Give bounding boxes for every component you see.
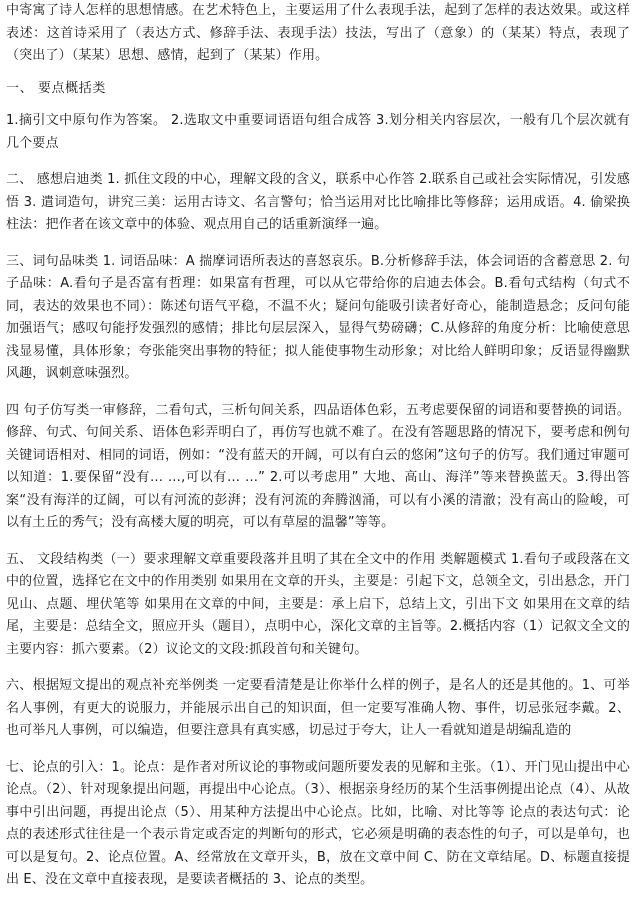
section4-paragraph: 四 句子仿写类一审修辞，二看句式，三析句间关系，四品语体色彩，五考虑要保留的词语和要替换的词语。修辞、句式、句间关系、语体色彩弄明白了，再仿写也就不难了。在没有答题思路的情况下，要考虑和例句关键词语相对、相同的词语，例如：“没有蓝天的开阔，可以有白云的悠闲”这句子的仿写。我们通过审题可以知道：1.要保留“没有… …,可以有… …” 2.可以考虑用” 大地、高山、海洋”等来替换蓝天。3.得出答案“没有海洋的辽阔，可以有河流的彭湃；没有河流的奔腾汹涌，可以有小溪的清澈；没有高山的险峻，可以有土丘的秀气；没有高楼大厦的明亮，可以有草屋的温馨”等等。	[6, 402, 630, 530]
section2-paragraph: 二、 感想启迪类 1. 抓住文段的中心，理解文段的含义，联系中心作答 2.联系自己或社会实际情况，引发感悟 3. 遣词造句，讲究三美：运用古诗文、名言警句；恰当运用对比比喻排比等修辞；运用成语。4. 偷梁换柱法：把作者在该文章中的体验、观点用自己的话重新演绎一遍。	[6, 172, 630, 232]
section7-paragraph: 七、论点的引入：1。论点：是作者对所议论的事物或问题所要发表的见解和主张。（1）、开门见山提出中心论点。（2）、针对现象提出问题，再提出中心论点。（3）、根据亲身经历的某个生活事例提出论点（4）、从故事中引出问题，再提出论点（5）、用某种方法提出中心论点。比如，比喻、对比等等 论点的表达句式：论点的表述形式往往是一个表示肯定或否定的判断句的形式，它必须是明确的表态性的句子，可以是单句，也可以是复句。2、论点位置。A、经常放在文章开头，B，放在文章中间 C、防在文章结尾。D、标题直接提出 E、没在文章中直接表现，是要读者概括的 3、论点的类型。	[6, 759, 630, 887]
spacer	[0, 661, 640, 675]
section1-paragraph: 1.摘引文中原句作为答案。 2.选取文中重要词语语句组合成答 3.划分相关内容层次，一般有几个层次就有几个要点	[6, 113, 630, 151]
spacer	[0, 535, 640, 549]
spacer	[0, 155, 640, 169]
section5-paragraph: 五、 文段结构类（一）要求理解文章重要段落并且明了其在全文中的作用 类解题模式 1.看句子或段落在文中的位置，选择它在文中的作用类别 如果用在文章的开头，主要是：引起下文，总领全文，引出悬念，开门见山、点题、埋伏笔等 如果用在文章的中间，主要是：承上启下，总结上文，引出下文 如果用在文章的结尾，主要是：总结全文，照应开头（题目），点明中心，深化文章的主旨等。2.概括内容（1）记叙文全文的主要内容：抓六要素。（2）议论文的文段:抓段首句和关键句。	[6, 551, 630, 657]
spacer	[0, 386, 640, 400]
spacer	[0, 237, 640, 251]
spacer	[0, 68, 640, 78]
section3-paragraph: 三、词句品味类 1. 词语品味：A 揣摩词语所表达的喜怒哀乐。B.分析修辞手法，体会词语的含蓄意思 2. 句子品味：A.看句子是否富有哲理：如果富有哲理，可以从它带给你的启迪去体会。B.看句式结构（句式不同，表达的效果也不同）：陈述句语气平稳，不温不火；疑问句能吸引读者好奇心，能制造悬念；反问句能加强语气；感叹句能抒发强烈的感情；排比句层层深入，显得气势磅礴；C.从修辞的角度分析：比喻使意思浅显易懂，具体形象；夸张能突出事物的特征；拟人能使事物生动形象；对比给人鲜明印象；反语显得幽默风趣，讽刺意味强烈。	[6, 253, 630, 381]
intro-paragraph: 中寄寓了诗人怎样的思想情感。在艺术特色上，主要运用了什么表现手法，起到了怎样的表达效果。或这样表述：这首诗采用了（表达方式、修辞手法、表现手法）技法，写出了（意象）的（某某）特点，表现了（突出了）（某某）思想、感情，起到了（某某）作用。	[6, 3, 630, 63]
spacer	[0, 743, 640, 757]
section1-heading: 一、 要点概括类	[6, 80, 106, 96]
section6-paragraph: 六、根据短文提出的观点补充举例类 一定要看清楚是让你举什么样的例子，是名人的还是其他的。1、可举名人事例，有更大的说服力，并能展示出自己的知识面，但一定要写准确人物、事件，切忌张冠李戴。2、也可举凡人事例，可以编造，但要注意具有真实感，切忌过于夸大，让人一看就知道是胡编乱造的	[6, 678, 630, 738]
spacer	[0, 100, 640, 110]
